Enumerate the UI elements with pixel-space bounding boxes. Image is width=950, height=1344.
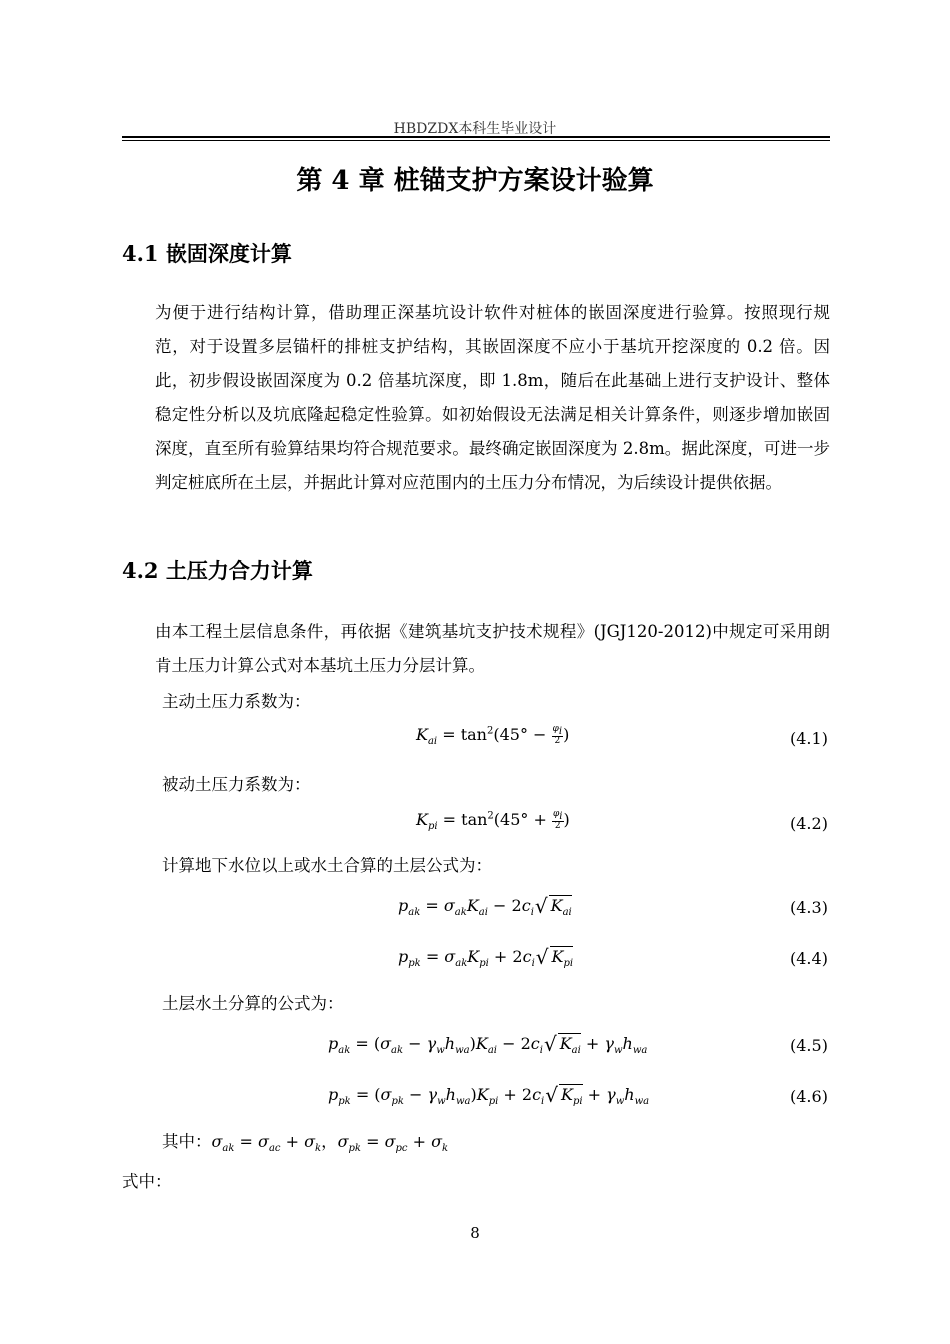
equation-4-2: $K_{pi} = \tan^2(45^\circ$ + $\frac{\varphi_i}{2}$ ) bbox=[416, 809, 570, 833]
equation-number: (4.6) bbox=[790, 1087, 828, 1106]
equation-number: (4.2) bbox=[790, 814, 828, 833]
paragraph-embedment bbox=[122, 296, 830, 500]
page-number: 8 bbox=[470, 1224, 480, 1242]
label-shizhong: 式中： bbox=[122, 1172, 172, 1191]
paragraph-text: 由本工程土层信息条件，再依据《建筑基坑支护技术规程》(JGJ120-2012)中规定可采用朗肯土压力计算公式对本基坑土压力分层计算。 bbox=[155, 622, 830, 675]
section-heading-4-2: 4.2 土压力合力计算 bbox=[122, 558, 313, 583]
equation-number: (4.1) bbox=[790, 729, 828, 748]
label-combined-formula: 计算地下水位以上或水土合算的土层公式为： bbox=[162, 856, 492, 875]
label-passive-coefficient: 被动土压力系数为： bbox=[162, 775, 311, 794]
equation-4-3: $p_{ak} = \sigma_{ak}K_{ai} - 2c_i√$ $K_{ai}$ bbox=[398, 894, 572, 919]
equation-4-6: $p_{pk} = (\sigma_{pk} - \gamma_wh_{wa})K_{pi} + 2c_i√$ $K_{pi} + \gamma_wh_{wa}$ bbox=[328, 1083, 650, 1108]
label-active-coefficient: 主动土压力系数为： bbox=[162, 692, 311, 711]
header-rule-thick bbox=[122, 136, 830, 138]
section-heading-4-1: 4.1 嵌固深度计算 bbox=[122, 241, 292, 266]
paragraph-text: 为便于进行结构计算，借助理正深基坑设计软件对桩体的嵌固深度进行验算。按照现行规范，对于设置多层锚杆的排桩支护结构，其嵌固深度不应小于基坑开挖深度的 0.2 倍。因此，初步假设嵌固深度为 0.2 倍基坑深度，即 1.8m，随后在此基础上进行支护设计、整体稳定性分析以及坑底隆起稳定性验算。如初始假设无法满足相关计算条件，则逐步增加嵌固深度，直至所有验算结果均符合规范要求。最终确定嵌固深度为 2.8m。据此深度，可进一步判定桩底所在土层，并据此计算对应范围内的土压力分布情况，为后续设计提供依据。 bbox=[155, 303, 830, 492]
equation-number: (4.5) bbox=[790, 1036, 828, 1055]
equation-4-5: $p_{ak} = (\sigma_{ak} - \gamma_wh_{wa})K_{ai} - 2c_i√$ $K_{ai} + \gamma_wh_{wa}$ bbox=[328, 1032, 648, 1057]
paragraph-earth-pressure bbox=[122, 615, 830, 683]
where-line: 其中：$\sigma_{ak} = \sigma_{ac} + \sigma_k$，$\sigma_{pk} = \sigma_{pc} + \sigma_k$ bbox=[162, 1132, 449, 1155]
chapter-title: 第 4 章 桩锚支护方案设计验算 bbox=[296, 166, 654, 196]
where-prefix: 其中： bbox=[162, 1132, 212, 1151]
running-header: HBDZDX本科生毕业设计 bbox=[393, 121, 557, 137]
equation-4-1: $K_{ai} = \tan^2(45^\circ$ − $\frac{\varphi_i}{2}$ ) bbox=[416, 724, 570, 748]
equation-4-4: $p_{pk} = \sigma_{ak}K_{pi} + 2c_i√$ $K_{pi}$ bbox=[398, 945, 574, 970]
equation-number: (4.3) bbox=[790, 898, 828, 917]
equation-number: (4.4) bbox=[790, 949, 828, 968]
label-separate-formula: 土层水土分算的公式为： bbox=[162, 994, 344, 1013]
where-separator: ， bbox=[321, 1132, 338, 1151]
header-rule-thin bbox=[122, 140, 830, 141]
